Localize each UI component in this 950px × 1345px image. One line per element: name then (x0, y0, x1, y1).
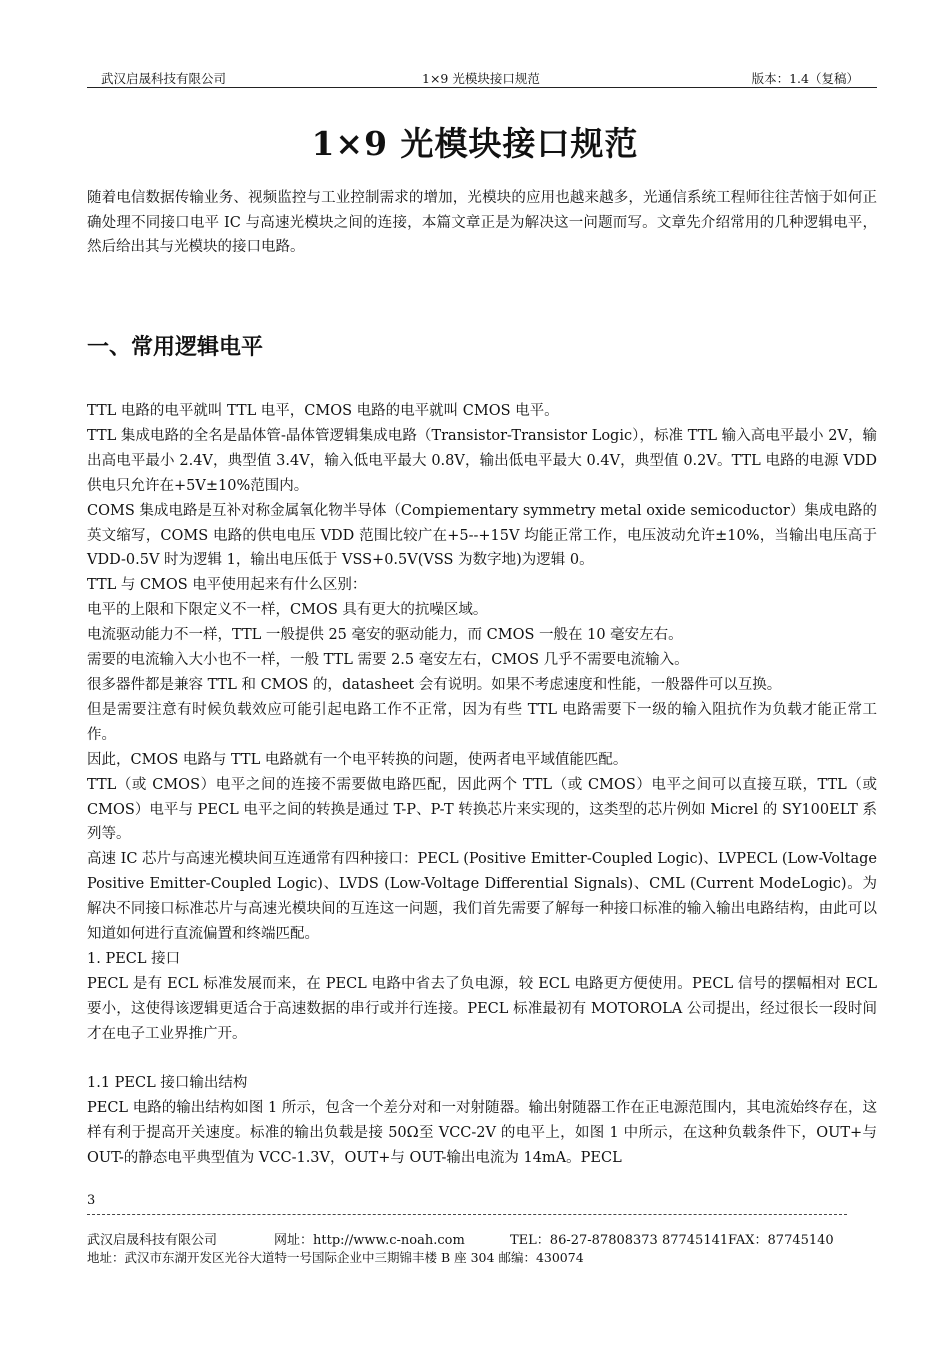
footer-divider (87, 1214, 847, 1215)
footer-company: 武汉启晟科技有限公司 (87, 1233, 218, 1248)
section-heading: 一、常用逻辑电平 (87, 334, 264, 360)
paragraph: 需要的电流输入大小也不一样，一般 TTL 需要 2.5 毫安左右，CMOS 几乎不需要电流输入。 (87, 652, 689, 669)
paragraph: 因此，CMOS 电路与 TTL 电路就有一个电平转换的问题，使两者电平域值能匹配。 (87, 751, 628, 768)
page-header (87, 68, 877, 88)
paragraph: 电流驱动能力不一样，TTL 一般提供 25 毫安的驱动能力，而 CMOS 一般在 10 毫安左右。 (87, 627, 683, 644)
footer-tel: TEL：86-27-87808373 87745141 (510, 1233, 729, 1248)
footer-website[interactable]: 网址：http://www.c-noah.com (274, 1233, 465, 1248)
paragraph: 很多器件都是兼容 TTL 和 CMOS 的，datasheet 会有说明。如果不考虑速度和性能，一般器件可以互换。 (87, 676, 782, 693)
header-version: 版本：1.4（复稿） (751, 71, 859, 86)
paragraph: TTL 电路的电平就叫 TTL 电平，CMOS 电路的电平就叫 CMOS 电平。 (87, 403, 559, 419)
subsection-heading: 1.1 PECL 接口输出结构 (87, 1075, 248, 1092)
paragraph: TTL 与 CMOS 电平使用起来有什么区别： (87, 577, 367, 594)
paragraph: COMS 集成电路是互补对称金属氧化物半导体（Compiementary symmetry metal oxide semicoductor）集成电路的英文缩写，COMS 电路的供电电压 VDD 范围比较广在+5--+15V 均能正常工作，电压波动允许±10%，当输出电压高于 VDD-0.5V 时为逻辑 1，输出电压低于 VSS+0.5V(VSS 为数字地)为逻辑 0。 (87, 502, 877, 569)
document-title: 1×9 光模块接口规范 (311, 124, 639, 163)
paragraph: TTL 集成电路的全名是晶体管-晶体管逻辑集成电路（Transistor-Transistor Logic），标准 TTL 输入高电平最小 2V，输出高电平最小 2.4V，典型值 3.4V，输入低电平最大 0.8V，输出低电平最大 0.4V，典型值 0.2V。TTL 电路的电源 VDD 供电只允许在+5V±10%范围内。 (87, 427, 877, 494)
paragraph: 但是需要注意有时候负载效应可能引起电路工作不正常，因为有些 TTL 电路需要下一级的输入阻抗作为负载才能正常工作。 (87, 701, 877, 743)
header-company: 武汉启晟科技有限公司 (101, 71, 227, 86)
paragraph: 电平的上限和下限定义不一样，CMOS 具有更大的抗噪区域。 (87, 602, 488, 619)
paragraph: 高速 IC 芯片与高速光模块间互连通常有四种接口：PECL (Positive Emitter-Coupled Logic)、LVPECL (Low-Voltage Positive Emitter-Coupled Logic)、LVDS (Low-Voltage Differential Signals)、CML (Current ModeLogic)。为解决不同接口标准芯片与高速光模块间的互连这一问题，我们首先需要了解每一种接口标准的输入输出电路结构，由此可以知道如何进行直流偏置和终端匹配。 (87, 851, 878, 943)
body-text (87, 399, 877, 1171)
paragraph: TTL（或 CMOS）电平之间的连接不需要做电路匹配，因此两个 TTL（或 CMOS）电平之间可以直接互联，TTL（或 CMOS）电平与 PECL 电平之间的转换是通过 T-P、P-T 转换芯片来实现的，这类型的芯片例如 Micrel 的 SY100ELT 系列等。 (87, 776, 877, 843)
intro-paragraph: 随着电信数据传输业务、视频监控与工业控制需求的增加，光模块的应用也越来越多，光通信系统工程师往往苦恼于如何正确处理不同接口电平 IC 与高速光模块之间的连接，本篇文章正是为解决这一问题而写。文章先介绍常用的几种逻辑电平，然后给出其与光模块的接口电路。 (87, 190, 877, 255)
subsection-heading: 1. PECL 接口 (87, 950, 181, 967)
page-number: 3 (87, 1193, 96, 1208)
header-doc-title: 1×9 光模块接口规范 (422, 71, 540, 86)
footer-address: 地址：武汉市东湖开发区光谷大道特一号国际企业中三期锦丰楼 B 座 304 邮编：430074 (87, 1250, 584, 1265)
paragraph: PECL 是有 ECL 标准发展而来，在 PECL 电路中省去了负电源，较 ECL 电路更方便使用。PECL 信号的摆幅相对 ECL 要小，这使得该逻辑更适合于高速数据的串行或并行连接。PECL 标准最初有 MOTOROLA 公司提出，经过很长一段时间才在电子工业界推广开。 (87, 975, 877, 1042)
footer-fax: FAX：87745140 (728, 1233, 834, 1248)
paragraph: PECL 电路的输出结构如图 1 所示，包含一个差分对和一对射随器。输出射随器工作在正电源范围内，其电流始终存在，这样有利于提高开关速度。标准的输出负载是接 50Ω至 VCC-2V 的电平上，如图 1 中所示，在这种负载条件下，OUT+与 OUT-的静态电平典型值为 VCC-1.3V，OUT+与 OUT-输出电流为 14mA。PECL (87, 1100, 877, 1167)
